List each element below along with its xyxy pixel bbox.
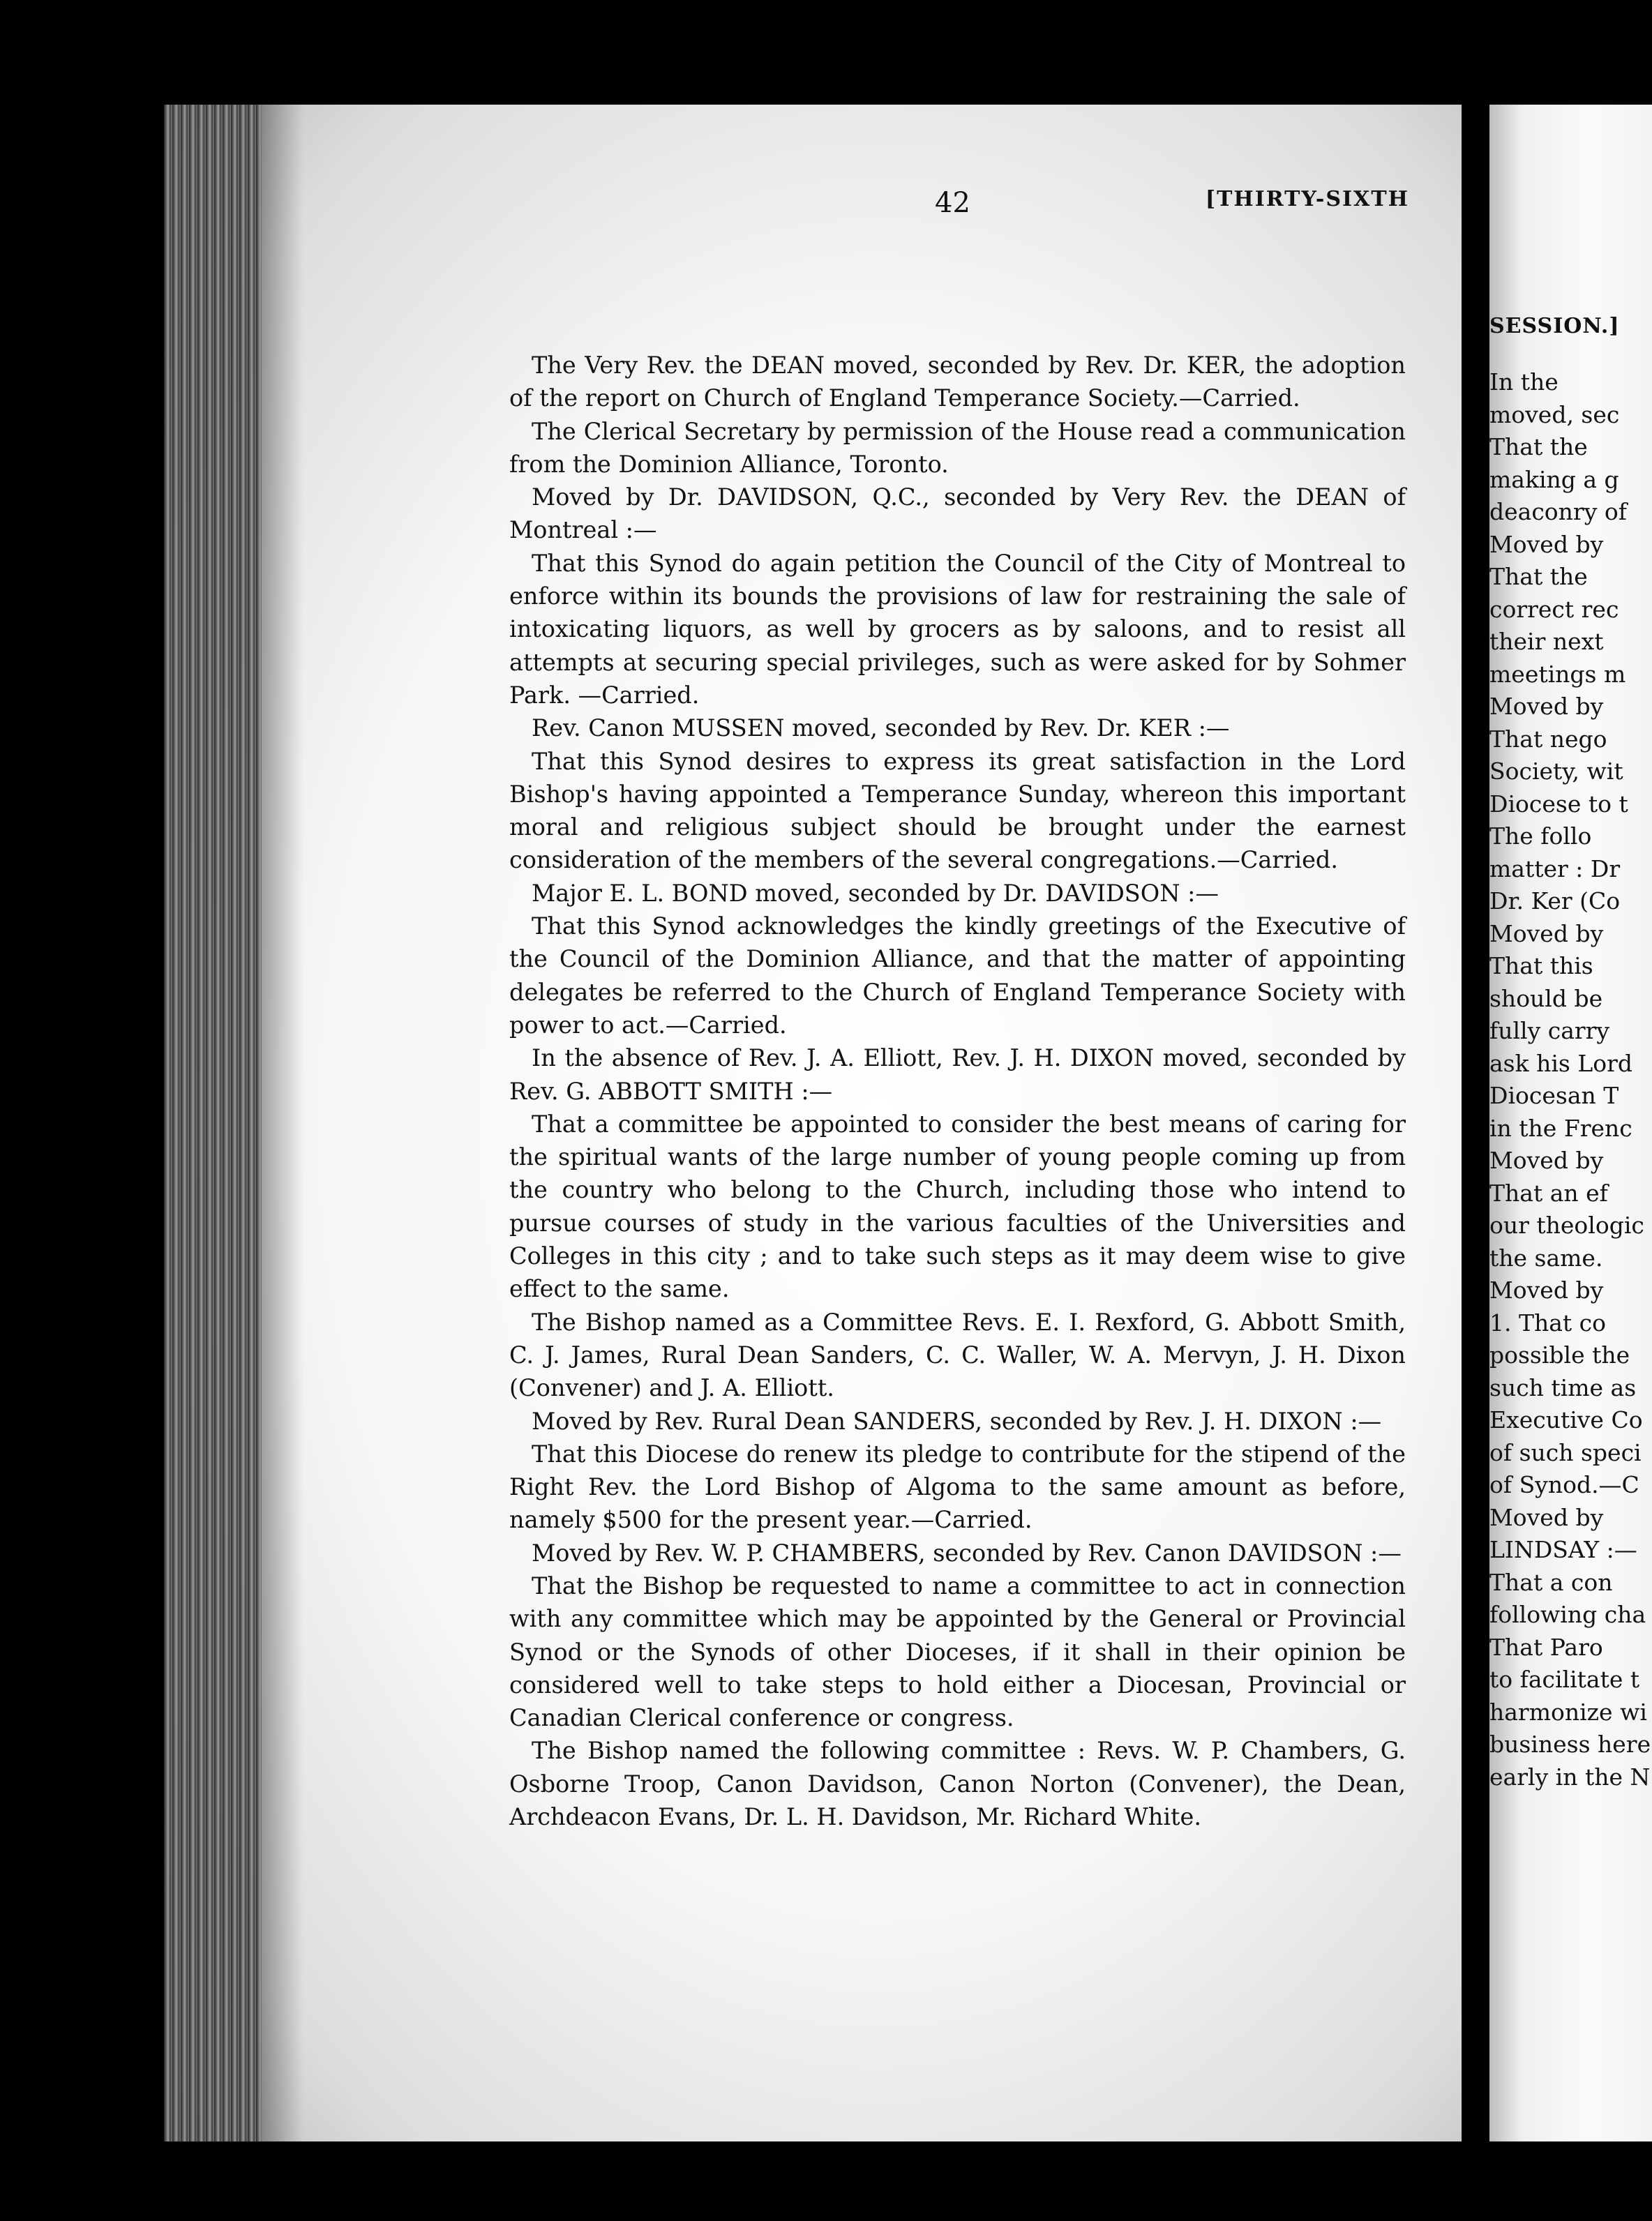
right-section-title: SESSION.] bbox=[1489, 314, 1620, 338]
right-page-line: Executive Co bbox=[1489, 1406, 1643, 1433]
right-page-line: business here bbox=[1489, 1731, 1651, 1758]
running-head bbox=[767, 187, 1409, 229]
right-page-line: our theologic bbox=[1489, 1212, 1644, 1239]
right-page-line: In the bbox=[1489, 368, 1559, 396]
right-page-line: That an ef bbox=[1489, 1179, 1608, 1207]
book-page-edges bbox=[164, 105, 262, 2141]
paragraph: That this Synod do again petition the Council of the City of Montreal to enforce within its bounds the provisions of law for restraining the sale of intoxicating liquors, as well by grocers as by saloons, and to resist all attempts at securing special privileges, such as were asked for by Sohmer Park. —Carried. bbox=[509, 549, 1406, 709]
section-title: [THIRTY-SIXTH bbox=[1205, 187, 1409, 211]
left-page-body bbox=[509, 349, 1406, 1833]
right-page-line: LINDSAY :— bbox=[1489, 1536, 1637, 1563]
paragraph: That this Synod desires to express its great satisfaction in the Lord Bishop's having appointed a Temperance Sunday, whereon this important moral and religious subject should be brought under the earnest consideration of the members of the several congregations.—Carried. bbox=[509, 747, 1406, 874]
right-page-line: to facilitate t bbox=[1489, 1666, 1640, 1693]
right-page-line: fully carry bbox=[1489, 1017, 1610, 1044]
right-page-line: Moved by bbox=[1489, 693, 1604, 720]
right-page-line: Moved by bbox=[1489, 530, 1604, 558]
right-page-line: their next bbox=[1489, 628, 1604, 655]
right-page-line: Moved by bbox=[1489, 1147, 1604, 1174]
right-page-line: That the bbox=[1489, 563, 1588, 590]
right-page-line: Diocesan T bbox=[1489, 1082, 1619, 1109]
right-page-line: possible the bbox=[1489, 1341, 1630, 1369]
right-page-line: The follo bbox=[1489, 822, 1592, 850]
paragraph: The Bishop named the following committee : Revs. W. P. Chambers, G. Osborne Troop, Canon Davidson, Canon Norton (Convener), the Dean, Archdeacon Evans, Dr. L. H. Davidson, Mr. Richard White. bbox=[509, 1737, 1406, 1831]
right-page-line: in the Frenc bbox=[1489, 1114, 1632, 1142]
right-page-line: correct rec bbox=[1489, 595, 1619, 623]
right-page-line: should be bbox=[1489, 984, 1603, 1012]
right-page-line: That nego bbox=[1489, 725, 1607, 753]
paragraph: That the Bishop be requested to name a committee to act in connection with any committee which may be appointed by the General or Provincial Synod or the Synods of other Dioceses, if it shall in their opinion be considered well to take steps to hold either a Diocesan, Provincial or Canadian Clerical conference or congress. bbox=[509, 1572, 1406, 1732]
paragraph: Rev. Canon MUSSEN moved, seconded by Rev. Dr. KER :— bbox=[532, 714, 1230, 742]
paragraph: That a committee be appointed to consider the best means of caring for the spiritual wants of the large number of young people coming up from the country who belong to the Church, including those who intend to pursue courses of study in the various faculties of the Universities and Colleges in this city ; and to take such steps as it may deem wise to give effect to the same. bbox=[509, 1110, 1406, 1303]
right-page-line: making a g bbox=[1489, 465, 1619, 493]
right-page-line: Moved by bbox=[1489, 1277, 1604, 1304]
right-page-line: of Synod.—C bbox=[1489, 1471, 1639, 1498]
right-page-line: That Paro bbox=[1489, 1633, 1603, 1661]
right-page-line: early in the N bbox=[1489, 1763, 1651, 1791]
right-page-line: meetings m bbox=[1489, 660, 1626, 688]
paragraph: In the absence of Rev. J. A. Elliott, Rev. J. H. DIXON moved, seconded by Rev. G. ABBOTT SMITH :— bbox=[509, 1044, 1406, 1105]
right-page-line: That the bbox=[1489, 433, 1588, 460]
right-page-line: Diocese to t bbox=[1489, 790, 1628, 818]
right-page-line: That a con bbox=[1489, 1568, 1613, 1596]
right-page-line: deaconry of bbox=[1489, 498, 1627, 525]
right-page-line: Dr. Ker (Co bbox=[1489, 887, 1621, 914]
paragraph: Moved by Rev. W. P. CHAMBERS, seconded by Rev. Canon DAVIDSON :— bbox=[532, 1539, 1402, 1567]
page-number: 42 bbox=[935, 187, 970, 219]
paragraph: That this Synod acknowledges the kindly greetings of the Executive of the Council of the Dominion Alliance, and that the matter of appointing delegates be referred to the Church of England Temperance Society with power to act.—Carried. bbox=[509, 912, 1406, 1039]
right-page-line: harmonize wi bbox=[1489, 1698, 1647, 1726]
right-page-line: of such speci bbox=[1489, 1438, 1642, 1466]
right-page-line: ask his Lord bbox=[1489, 1049, 1633, 1077]
paragraph: The Clerical Secretary by permission of the House read a communication from the Dominion Alliance, Toronto. bbox=[509, 417, 1406, 478]
right-page-line: Society, wit bbox=[1489, 758, 1623, 785]
right-page-line: moved, sec bbox=[1489, 400, 1620, 428]
book-gutter bbox=[1462, 105, 1489, 2141]
right-page-line: such time as bbox=[1489, 1373, 1637, 1401]
right-page-line: 1. That co bbox=[1489, 1309, 1607, 1337]
paragraph: Major E. L. BOND moved, seconded by Dr. DAVIDSON :— bbox=[532, 879, 1219, 907]
right-page-body bbox=[1489, 366, 1652, 1793]
paragraph: The Very Rev. the DEAN moved, seconded by Rev. Dr. KER, the adoption of the report on Church of England Temperance Society.—Carried. bbox=[509, 352, 1406, 412]
paragraph: The Bishop named as a Committee Revs. E. I. Rexford, G. Abbott Smith, C. J. James, Rural Dean Sanders, C. C. Waller, W. A. Mervyn, J. H. Dixon (Convener) and J. A. Elliott. bbox=[509, 1308, 1406, 1402]
right-page bbox=[1489, 105, 1652, 2141]
right-page-line: Moved by bbox=[1489, 1503, 1604, 1531]
paragraph: Moved by Dr. DAVIDSON, Q.C., seconded by Very Rev. the DEAN of Montreal :— bbox=[509, 483, 1406, 544]
right-page-line: That this bbox=[1489, 952, 1593, 979]
paragraph: That this Diocese do renew its pledge to contribute for the stipend of the Right Rev. the Lord Bishop of Algoma to the same amount as before, namely $500 for the present year.—Carried. bbox=[509, 1440, 1406, 1534]
paragraph: Moved by Rev. Rural Dean SANDERS, seconded by Rev. J. H. DIXON :— bbox=[532, 1407, 1382, 1435]
right-page-line: Moved by bbox=[1489, 919, 1604, 947]
right-page-line: matter : Dr bbox=[1489, 854, 1621, 882]
right-page-line: following cha bbox=[1489, 1601, 1646, 1628]
right-page-line: the same. bbox=[1489, 1244, 1603, 1272]
